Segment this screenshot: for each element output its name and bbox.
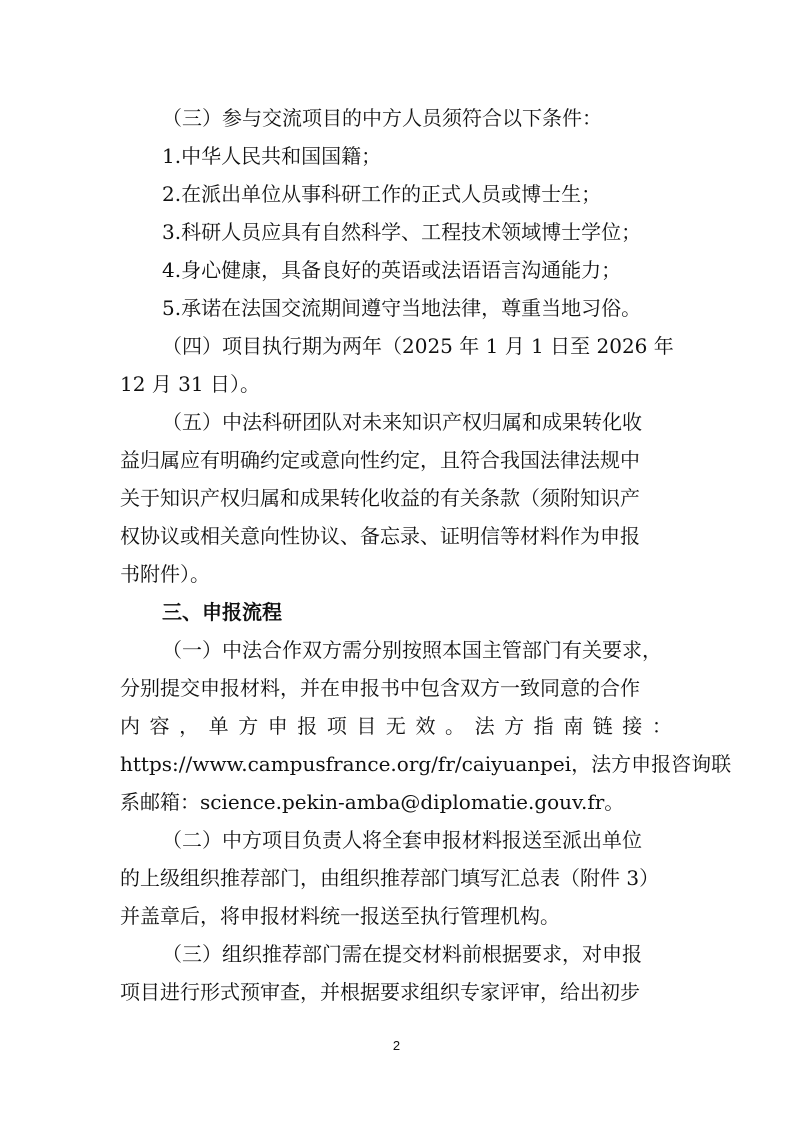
paragraph-line (120, 713, 672, 739)
justified-char: 。 (445, 714, 466, 738)
justified-char: 接 (622, 714, 643, 738)
page-number: 2 (392, 1038, 401, 1053)
justified-char: 方 (504, 714, 525, 738)
justified-char: 报 (297, 714, 318, 738)
justified-char: 链 (592, 714, 613, 738)
justified-char: 容 (149, 714, 170, 738)
justified-char: 目 (356, 714, 377, 738)
justified-char: 项 (326, 714, 347, 738)
document-page: （三）参与交流项目的中方人员须符合以下条件： 1.中华人民共和国国籍； 2.在派出单位从事科研工作的正式人员或博士生； 3.科研人员应具有自然科学、工程技术领域博士学位； 4.身心健康，具备良好的英语或法语语言沟通能力； 5.承诺在法国交流期间遵守当地法律，尊重当地习俗。 （四）项目执行期为两年（2025 年 1 月 1 日至 2026 年 12 月 31 日）。 （五）中法科研团队对未来知识产权归属和成果转化收 益归属应有明确约定或意向性约定，且符合我国法律法规中 关于知识产权归属和成果转化收益的有关条款（须附知识产 权协议或相关意向性协议、备忘录、证明信等材料作为申报 书附件）。 三、申报流程 （一）中法合作双方需分别按照本国主管部门有关要求， 分别提交申报材料，并在申报书中包含双方一致同意的合作 内 容 ， 单 方 申 报 项 目 无 效 。 法 方 指 南 链 接 ： https://www.campusfrance.org/fr/caiyuanpei，法方申报咨询联 系邮箱：science.pekin-amba@diplomatie.gouv.fr。 （二）中方项目负责人将全套申报材料报送至派出单位 的上级组织推荐部门，由组织推荐部门填写汇总表（附件 3） 并盖章后，将申报材料统一报送至执行管理机构。 （三）组织推荐部门需在提交材料前根据要求，对申报 项目进行形式预审查，并根据要求组织专家评审，给出初步 2 (0, 0, 793, 1122)
justified-char: 内 (120, 714, 140, 738)
justified-char: 方 (238, 714, 259, 738)
justified-char: 申 (267, 714, 288, 738)
justified-char: 效 (415, 714, 436, 738)
justified-char: 法 (474, 714, 495, 738)
justified-char: 无 (385, 714, 406, 738)
justified-char: 单 (208, 714, 229, 738)
justified-char: ： (651, 714, 672, 738)
justified-char: ， (179, 714, 200, 738)
justified-char: 南 (563, 714, 584, 738)
justified-char: 指 (533, 714, 554, 738)
